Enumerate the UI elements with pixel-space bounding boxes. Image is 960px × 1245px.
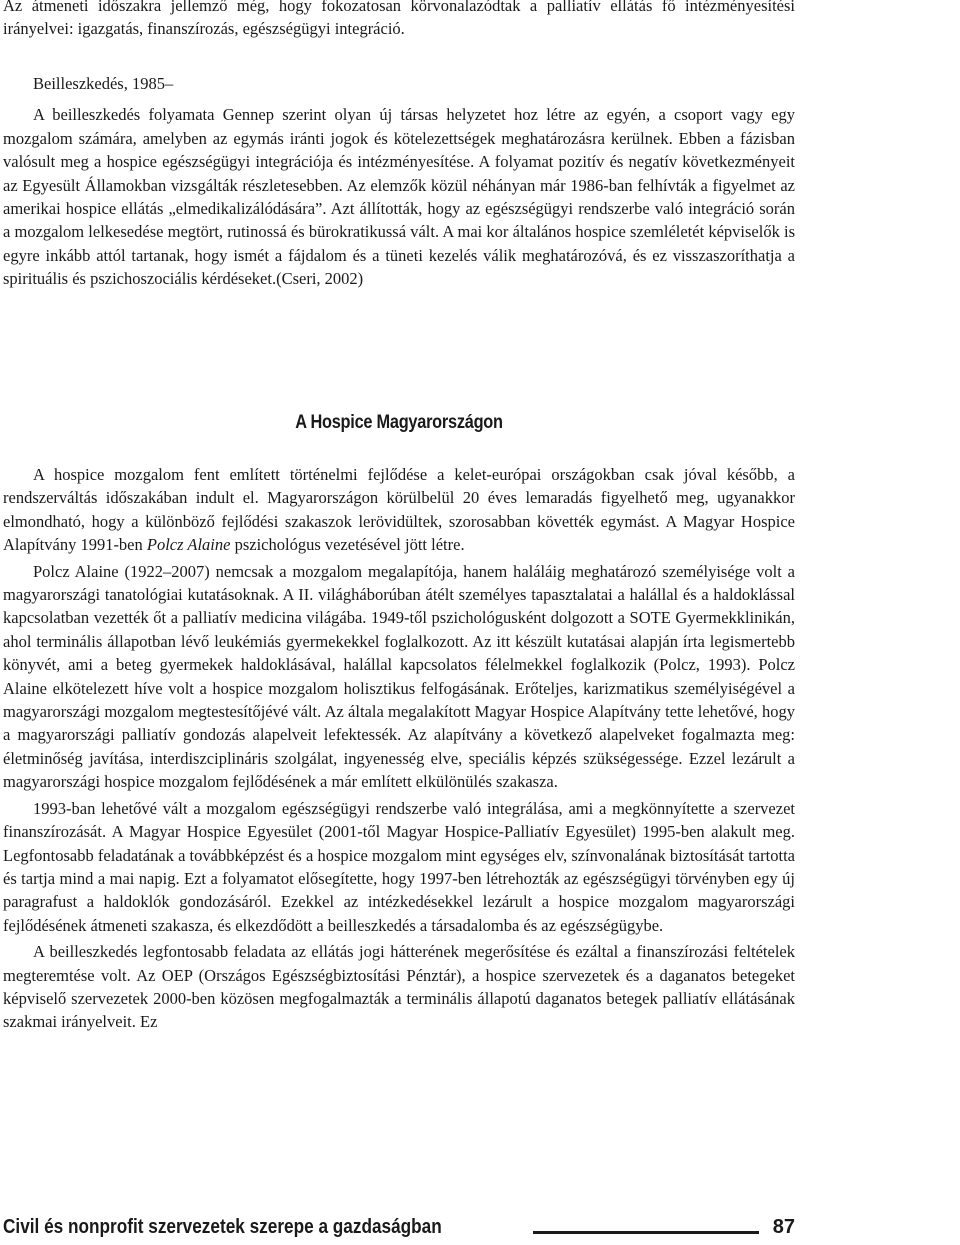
footer-divider <box>533 1231 759 1234</box>
running-title: Civil és nonprofit szervezetek szerepe a gazdaságban <box>3 1216 442 1238</box>
hungary-paragraph-2: Polcz Alaine (1922–2007) nemcsak a mozgalom megalapítója, hanem haláláig meghatározó személyisége volt a magyarországi tanatológiai kutatásoknak. A II. világháborúban átélt személyes tapasztalatai a halállal és a haldoklással kapcsolatban vezették őt a palliatív medicina világába. 1949-től pszichológusként dolgozott a SOTE Gyermekklinikán, ahol terminális állapotban lévő leukémiás gyermekekkel foglalkozott. Az itt készült kutatásai alapján írta legismertebb könyvét, ami a beteg gyermekek haldoklásával, halállal kapcsolatos félelmekkel foglalkozik (Polcz, 1993). Polcz Alaine elkötelezett híve volt a hospice mozgalom holisztikus felfogásának. Erőteljes, karizmatikus személyiségével a magyarországi mozgalom megtestesítőjévé vált. Az általa megalakított Magyar Hospice Alapítvány tette lehetővé, hogy a magyarországi palliatív gondozás alapelveit lefektessék. Az alapítvány a következő alapelveket fogalmazta meg: életminőség javítása, interdiszciplináris szolgálat, ingyenesség elve, speciális képzés szükségessége. Ezzel lezárult a magyarországi hospice mozgalom fejlődésének a már említett elkülönülés szakasza. <box>3 561 795 792</box>
integration-heading: Beilleszkedés, 1985– <box>33 74 174 93</box>
hungary-section <box>3 463 795 1034</box>
intro-block <box>3 0 795 41</box>
person-name-italic: Polcz Alaine <box>146 535 231 555</box>
integration-paragraph: A beilleszkedés folyamata Gennep szerint olyan új társas helyzetet hoz létre az egyén, a csoport vagy egy mozgalom számára, amelyben az egymás iránti jogok és kötelezettségek meghatározásra kerülnek. Ebben a fázisban valósult meg a hospice egészségügyi integrációja és intézményesítése. A folyamat pozitív és negatív következményeit az Egyesült Államokban vizsgálták részletesebben. Az elemzők közül néhányan már 1986-ban felhívták a figyelmet az amerikai hospice ellátás „elmedikalizálódására”. Azt állították, hogy az egészségügyi rendszerbe való integráció során a mozgalom lelkesedése megtört, rutinossá és bürokratikussá vált. A mai kor általános hospice szemléletét képviselők is egyre inkább attól tartanak, hogy ismét a fájdalom és a tüneti kezelés válik meghatározóvá, és ez visszaszoríthatja a spirituális és pszichoszociális kérdéseket.(Cseri, 2002) <box>3 105 795 289</box>
intro-paragraph: Az átmeneti időszakra jellemző még, hogy fokozatosan körvonalazódtak a palliatív ellátás fő intézményesítési irányelvei: igazgatás, finanszírozás, egészségügyi integráció. <box>3 0 795 39</box>
hungary-paragraph-1 <box>3 463 795 557</box>
integration-section <box>3 72 795 291</box>
hungary-paragraph-1-text: A hospice mozgalom fent említett történelmi fejlődése a kelet-európai országokban csak jóval később, a rendszerváltás időszakában indult el. Magyarországon körülbelül 20 éves lemaradás figyelhető meg, ugyanakkor elmondható, hogy a különböző fejlődési szakaszok lerövidültek, szorosabban követték egymást. A Magyar Hospice Alapítvány 1991-ben <box>3 465 795 555</box>
section-title: A Hospice Magyarországon <box>295 412 503 433</box>
page-footer <box>3 1216 795 1244</box>
hungary-paragraph-4: A beilleszkedés legfontosabb feladata az ellátás jogi hátterének megerősítése és ezáltal a finanszírozási feltételek megteremtése volt. Az OEP (Országos Egészségbiztosítási Pénztár), a hospice szervezetek és a daganatos betegeket képviselő szervezetek 2000-ben közösen megfogalmazták a terminális állapotú daganatos betegek palliatív ellátásának szakmai irányelveit. Ez <box>3 942 795 1032</box>
hungary-paragraph-3: 1993-ban lehetővé vált a mozgalom egészségügyi rendszerbe való integrálása, ami a megkönnyítette a szervezet finanszírozását. A Magyar Hospice Egyesület (2001-től Magyar Hospice-Palliatív Egyesület) 1995-ben alakult meg. Legfontosabb feladatának a továbbképzést és a hospice mozgalom mint egységes elv, színvonalának biztosítását tartotta és tartja mind a mai napig. Ezt a folyamatot elősegítette, hogy 1997-ben létrehozták az egészségügyi törvényben egy új paragrafust a haldoklók gondozásáról. Ezekkel az intézkedésekkel lezárult a hospice mozgalom magyarországi fejlődésének átmeneti szakasza, és elkezdődött a beilleszkedés a társadalomba és az egészségügybe. <box>3 798 795 935</box>
page-number: 87 <box>772 1216 795 1238</box>
hungary-paragraph-1-tail: pszichológus vezetésével jött létre. <box>230 535 465 555</box>
